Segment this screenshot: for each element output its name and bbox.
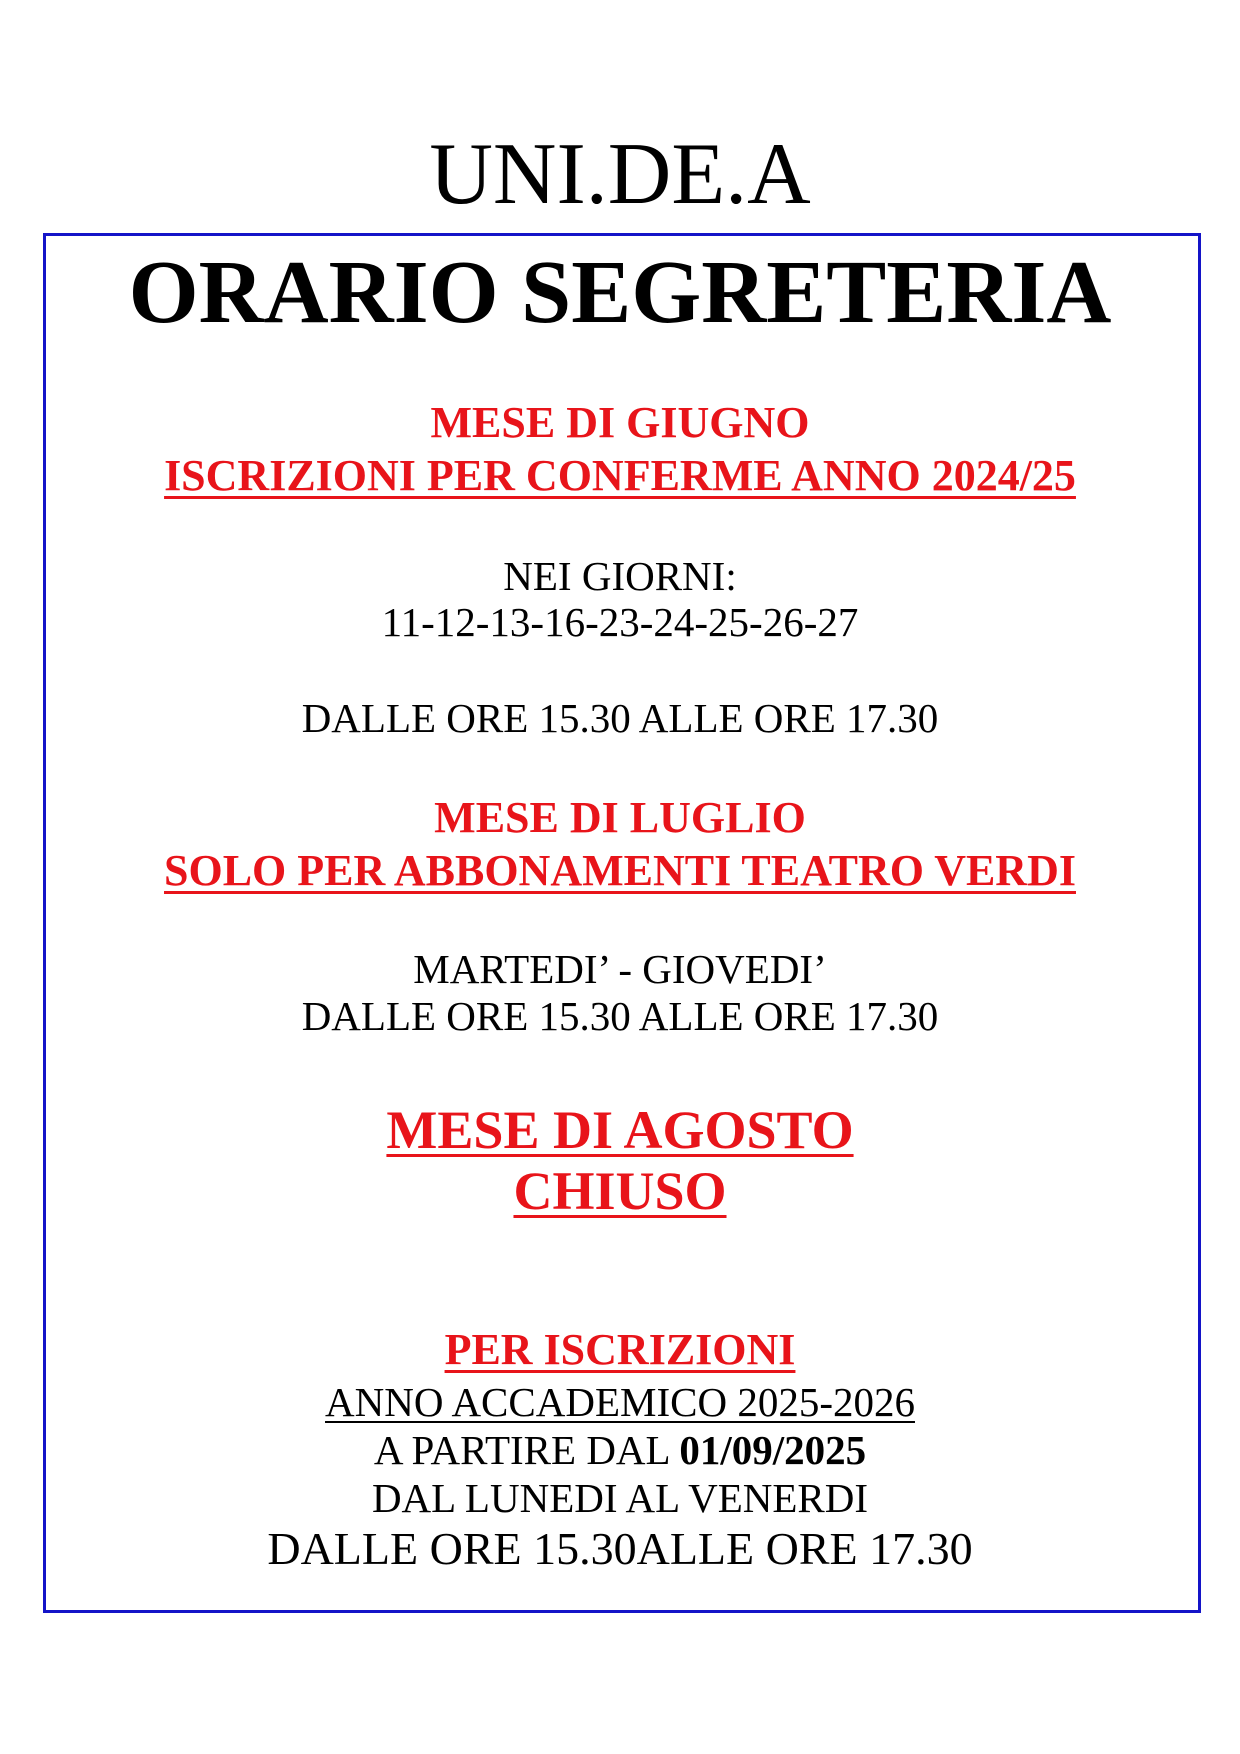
june-subheading-row (0, 450, 1240, 502)
page-title: ORARIO SEGRETERIA (128, 243, 1112, 342)
organization-name: UNI.DE.A (429, 126, 811, 223)
june-heading: MESE DI GIUGNO (430, 398, 810, 447)
august-heading: MESE DI AGOSTO (386, 1100, 854, 1160)
august-heading-row (0, 1099, 1240, 1161)
august-status-row (0, 1160, 1240, 1222)
july-hours: DALLE ORE 15.30 ALLE ORE 17.30 (301, 993, 939, 1039)
june-days-label: NEI GIORNI: (503, 553, 737, 599)
july-days: MARTEDI’ - GIOVEDI’ (413, 946, 827, 992)
enrollment-heading-row (0, 1324, 1240, 1376)
enrollment-hours: DALLE ORE 15.30ALLE ORE 17.30 (267, 1523, 973, 1574)
enrollment-days: DAL LUNEDI AL VENERDI (371, 1475, 869, 1521)
july-subheading-row (0, 845, 1240, 897)
july-heading: MESE DI LUGLIO (434, 793, 806, 842)
june-hours: DALLE ORE 15.30 ALLE ORE 17.30 (301, 695, 939, 741)
enrollment-start-date: 01/09/2025 (679, 1427, 867, 1473)
june-days: 11-12-13-16-23-24-25-26-27 (381, 599, 859, 645)
june-subheading: ISCRIZIONI PER CONFERME ANNO 2024/25 (164, 451, 1076, 500)
enrollment-year-row (0, 1378, 1240, 1426)
enrollment-year: ANNO ACCADEMICO 2025-2026 (325, 1379, 915, 1425)
august-status: CHIUSO (513, 1161, 727, 1221)
enrollment-start-row (0, 1426, 1240, 1474)
enrollment-start-prefix: A PARTIRE DAL (373, 1427, 680, 1473)
enrollment-heading: PER ISCRIZIONI (444, 1325, 796, 1374)
july-subheading: SOLO PER ABBONAMENTI TEATRO VERDI (164, 846, 1076, 895)
